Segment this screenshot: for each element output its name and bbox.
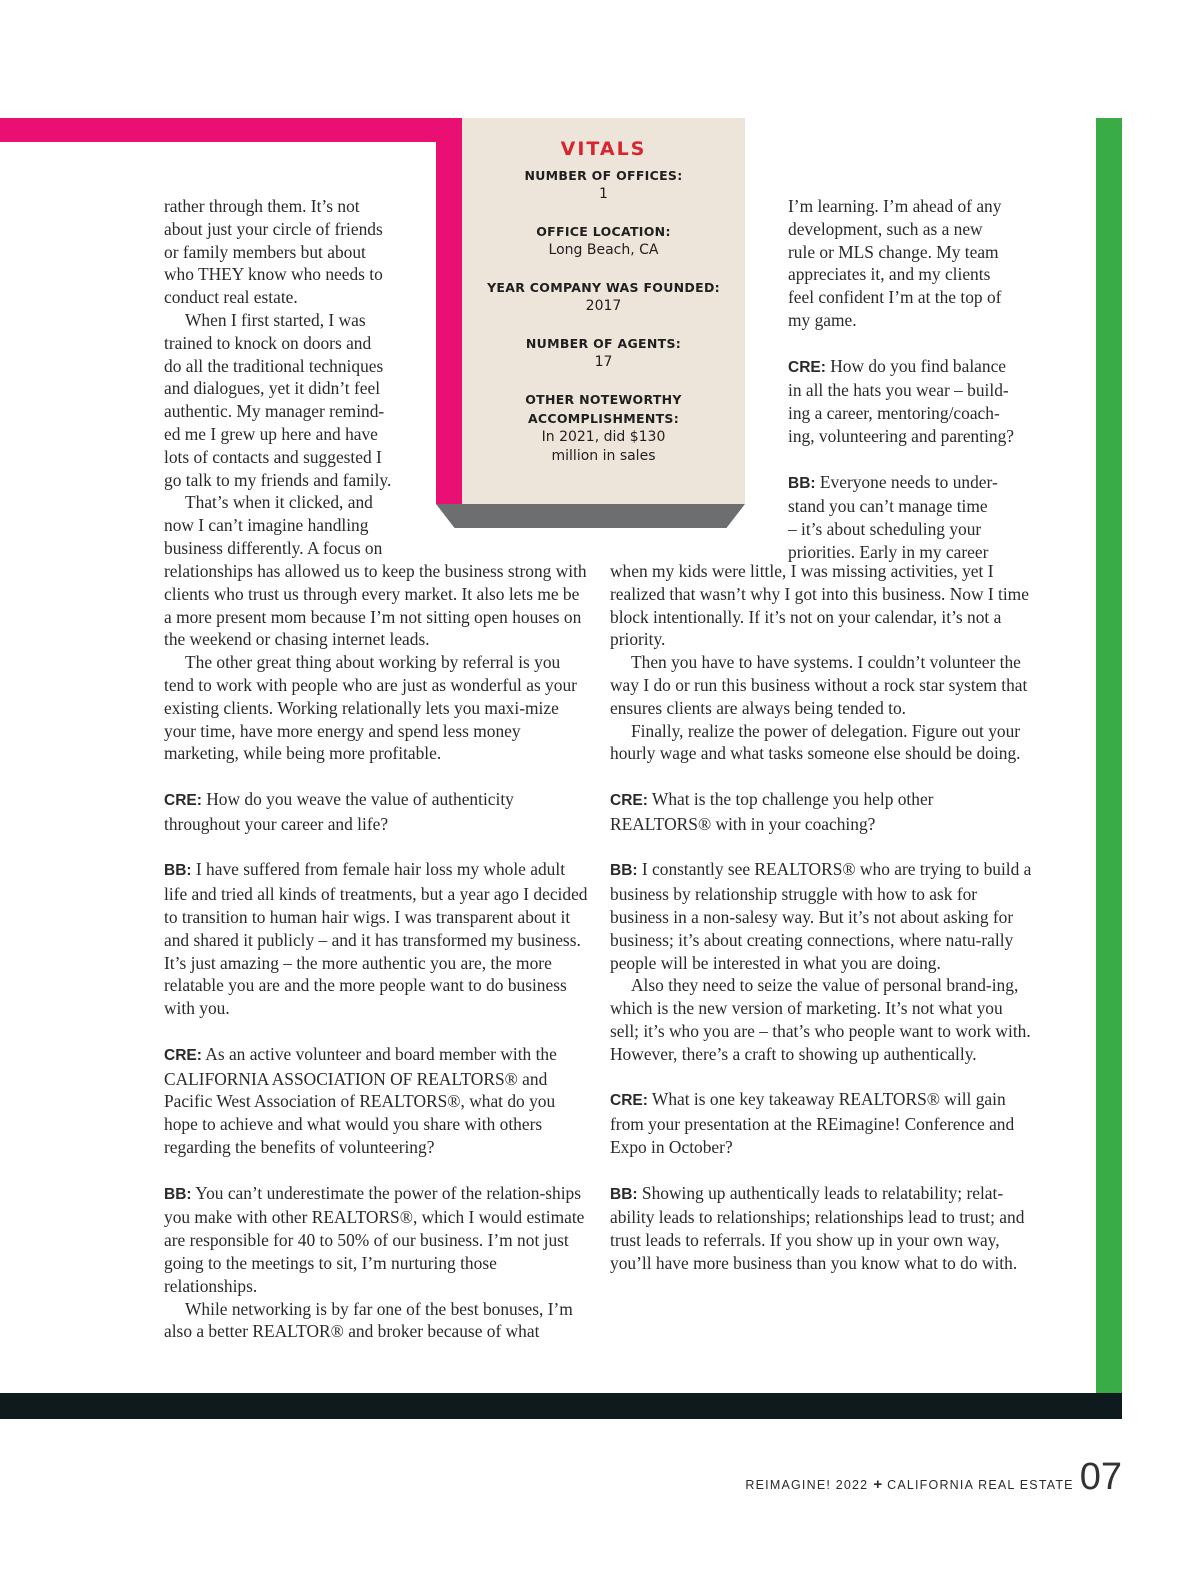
- question-tag: CRE:: [164, 1046, 202, 1064]
- body-paragraph: The other great thing about working by referral is you tend to work with people who are just as wonderful as your existing clients. Working relationally lets you maxi-mize your time, have more energy and spend less money marketing, while being more profitable.: [164, 652, 577, 764]
- vitals-agents-value: 17: [594, 354, 613, 370]
- text-line: about just your circle of friends: [164, 218, 383, 239]
- text-line: [788, 355, 1043, 380]
- vitals-title: VITALS: [560, 138, 647, 160]
- black-accent-bar: [0, 1393, 1122, 1419]
- footer-publication-name: CALIFORNIA REAL ESTATE: [887, 1478, 1074, 1492]
- question-text: What is the top challenge you help other REALTORS® with in your coaching?: [610, 788, 934, 834]
- question-tag: CRE:: [610, 791, 648, 809]
- answer-tag: BB:: [610, 1185, 638, 1203]
- question-tag: CRE:: [788, 358, 826, 376]
- text-line: go talk to my friends and family.: [164, 469, 392, 490]
- answer-tag: BB:: [164, 862, 192, 880]
- text-line: – it’s about scheduling your: [788, 519, 982, 540]
- left-wide-column: [164, 560, 589, 1343]
- answer-tag: BB:: [788, 474, 816, 492]
- body-paragraph: Also they need to seize the value of personal brand-ing, which is the new version of marketing. It’s not what you sell; it’s who you are – that’s who people want to work with. However, there’s a craft to showing up authentically.: [610, 975, 1031, 1064]
- answer-text: Everyone needs to under-: [815, 471, 998, 492]
- question-text: As an active volunteer and board member with the CALIFORNIA ASSOCIATION OF REALTORS® and Pacific West Association of REALTORS®, what do you hope to achieve and what would you share with others regarding the benefits of volunteering?: [164, 1043, 557, 1157]
- text-line: conduct real estate.: [164, 287, 298, 308]
- question-text: How do you find balance: [825, 355, 1007, 376]
- question-text: What is one key takeaway REALTORS® will gain from your presentation at the REimagine! Conference and Expo in October?: [610, 1089, 1015, 1157]
- answer-paragraph: [164, 858, 589, 1020]
- green-accent-bar: [1096, 118, 1122, 1418]
- text-line: or family members but about: [164, 241, 366, 262]
- vitals-accomplishments-label: OTHER NOTEWORTHY ACCOMPLISHMENTS:: [525, 392, 682, 426]
- text-line: I’m learning. I’m ahead of any: [788, 196, 1002, 216]
- text-line: ed me I grew up here and have: [164, 423, 378, 444]
- answer-paragraph: [610, 1182, 1035, 1275]
- text-line: stand you can’t manage time: [788, 496, 988, 517]
- right-wide-column: [610, 560, 1035, 1275]
- text-line: rather through them. It’s not: [164, 196, 360, 216]
- text-line: now I can’t imagine handling: [164, 515, 369, 536]
- pink-accent-bar-side: [436, 118, 462, 504]
- footer-magazine-name: REIMAGINE! 2022: [745, 1478, 869, 1492]
- body-paragraph: relationships has allowed us to keep the business strong with clients who trust us through every market. It also lets me be a more present mom because I’m not sitting open houses on the weekend or chasing internet leads.: [164, 561, 587, 650]
- answer-text: I constantly see REALTORS® who are trying to build a business by relationship struggle with how to ask for business in a non-salesy way. But it’s not about asking for business; it’s about creating connections, where natu-rally people will be interested in what you are doing.: [610, 859, 1032, 973]
- question-text: How do you weave the value of authenticity throughout your career and life?: [164, 788, 514, 834]
- text-line: my game.: [788, 309, 857, 330]
- text-line: When I first started, I was: [185, 309, 366, 330]
- vitals-box: [462, 118, 745, 504]
- body-paragraph: Then you have to have systems. I couldn’t volunteer the way I do or run this business without a rock star system that ensures clients are always being tended to.: [610, 652, 1028, 718]
- text-line: [788, 471, 1043, 496]
- text-line: and dialogues, yet it didn’t feel: [164, 378, 381, 399]
- body-paragraph: While networking is by far one of the best bonuses, I’m also a better REALTOR® and broker because of what: [164, 1298, 573, 1342]
- text-line: in all the hats you wear – build-: [788, 380, 1009, 401]
- question-paragraph: [164, 788, 589, 836]
- vitals-location-value: Long Beach, CA: [548, 242, 659, 258]
- answer-paragraph: [164, 1182, 589, 1298]
- text-line: trained to knock on doors and: [164, 332, 372, 353]
- footer-plus-icon: +: [873, 1476, 883, 1493]
- text-line: business differently. A focus on: [164, 537, 383, 558]
- text-line: That’s when it clicked, and: [185, 492, 373, 513]
- text-line: do all the traditional techniques: [164, 355, 384, 376]
- right-narrow-column: [788, 195, 1043, 564]
- vitals-box-shadow: [436, 504, 745, 528]
- vitals-founded-value: 2017: [585, 298, 622, 314]
- body-paragraph: when my kids were little, I was missing activities, yet I realized that wasn’t why I got into this business. Now I time block intentionally. If it’s not on your calendar, it’s not a priority.: [610, 561, 1029, 650]
- question-paragraph: [610, 788, 1035, 836]
- answer-text: I have suffered from female hair loss my whole adult life and tried all kinds of treatments, but a year ago I decided to transition to human hair wigs. I was transparent about it and shared it publicly – and it has transformed my business. It’s just amazing – the more authentic you are, the more relatable you are and the more people want to do business with you.: [164, 859, 588, 1019]
- vitals-agents-label: NUMBER OF AGENTS:: [525, 336, 682, 351]
- vitals-location-label: OFFICE LOCATION:: [536, 224, 671, 239]
- vitals-founded-label: YEAR COMPANY WAS FOUNDED:: [487, 280, 720, 295]
- text-line: appreciates it, and my clients: [788, 264, 991, 285]
- answer-text: You can’t underestimate the power of the relation-ships you make with other REALTORS®, which I would estimate are responsible for 40 to 50% of our business. I’m not just going to the meetings to sit, I’m nurturing those relationships.: [164, 1182, 585, 1296]
- text-line: ing a career, mentoring/coach-: [788, 403, 1000, 424]
- text-line: lots of contacts and suggested I: [164, 446, 382, 467]
- question-paragraph: [164, 1043, 589, 1159]
- vitals-accomplishments-value: In 2021, did $130 million in sales: [541, 429, 666, 464]
- question-tag: CRE:: [164, 791, 202, 809]
- vitals-offices-value: 1: [599, 186, 608, 202]
- page-footer: [745, 1458, 1122, 1496]
- text-line: who THEY know who needs to: [164, 264, 383, 285]
- answer-tag: BB:: [610, 862, 638, 880]
- vitals-offices-label: NUMBER OF OFFICES:: [524, 168, 683, 183]
- text-line: authentic. My manager remind-: [164, 401, 385, 422]
- body-paragraph: Finally, realize the power of delegation. Figure out your hourly wage and what tasks someone else should be doing.: [610, 720, 1021, 764]
- question-paragraph: [610, 1088, 1035, 1158]
- text-line: priorities. Early in my career: [788, 541, 989, 562]
- text-line: development, such as a new: [788, 218, 983, 239]
- text-line: feel confident I’m at the top of: [788, 287, 1002, 308]
- answer-paragraph: [610, 858, 1035, 974]
- text-line: ing, volunteering and parenting?: [788, 425, 1015, 446]
- answer-tag: BB:: [164, 1185, 192, 1203]
- answer-text: Showing up authentically leads to relatability; relat-ability leads to relationships; relationships lead to trust; and trust leads to referrals. If you show up in your own way, you’ll have more business than you know what to do with.: [610, 1182, 1025, 1273]
- pink-accent-bar-top: [0, 118, 462, 142]
- question-tag: CRE:: [610, 1092, 648, 1110]
- left-narrow-column: [164, 195, 436, 560]
- text-line: rule or MLS change. My team: [788, 241, 999, 262]
- page-number: 07: [1079, 1456, 1122, 1498]
